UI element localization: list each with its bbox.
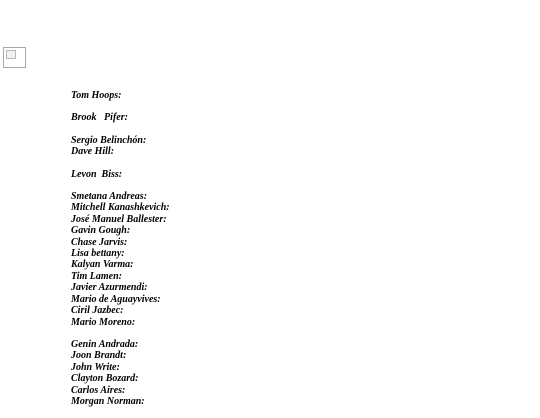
- photographer-name: Javier Azurmendi:: [71, 282, 148, 294]
- photographer-name: Gavin Gough:: [71, 225, 131, 237]
- credit-group: [71, 339, 170, 407]
- credit-group: [71, 191, 170, 328]
- credit-group: [71, 169, 170, 180]
- photographer-name: Ciril Jazbec:: [71, 305, 124, 317]
- photographer-name: John Write:: [71, 361, 120, 373]
- photographer-name: Chase Jarvis:: [71, 236, 128, 248]
- photographer-name: Carlos Aires:: [71, 384, 126, 396]
- photographer-name: Mitchell Kanashkevich:: [71, 202, 170, 214]
- photographer-name: Tom Hoops:: [71, 90, 122, 101]
- photographer-name: Joon Brandt:: [71, 350, 127, 362]
- broken-image-icon: [3, 47, 26, 68]
- photographer-credits-list: [71, 90, 170, 418]
- photographer-name: Mario de Aguayvives:: [71, 293, 161, 305]
- photographer-name: Smetana Andreas:: [71, 191, 148, 203]
- photographer-name: Brook Pifer:: [71, 112, 128, 124]
- photographer-name: Mario Moreno:: [71, 316, 136, 328]
- photographer-name: Morgan Norman:: [71, 395, 145, 407]
- photographer-name: Genin Andrada:: [71, 338, 139, 350]
- photographer-name: José Manuel Ballester:: [71, 213, 167, 225]
- photographer-name: Levon Biss:: [71, 168, 123, 180]
- photographer-name: Sergio Belinchón:: [71, 134, 147, 146]
- photographer-name: Tim Lamen:: [71, 270, 123, 282]
- credit-group: [71, 112, 170, 123]
- photographer-name: Lisa bettany:: [71, 248, 125, 260]
- photographer-name: Kalyan Varma:: [71, 259, 134, 271]
- credit-group: [71, 135, 170, 158]
- photographer-name: Dave Hill:: [71, 146, 115, 158]
- photographer-name: Clayton Bozard:: [71, 373, 139, 385]
- credit-group: [71, 90, 170, 101]
